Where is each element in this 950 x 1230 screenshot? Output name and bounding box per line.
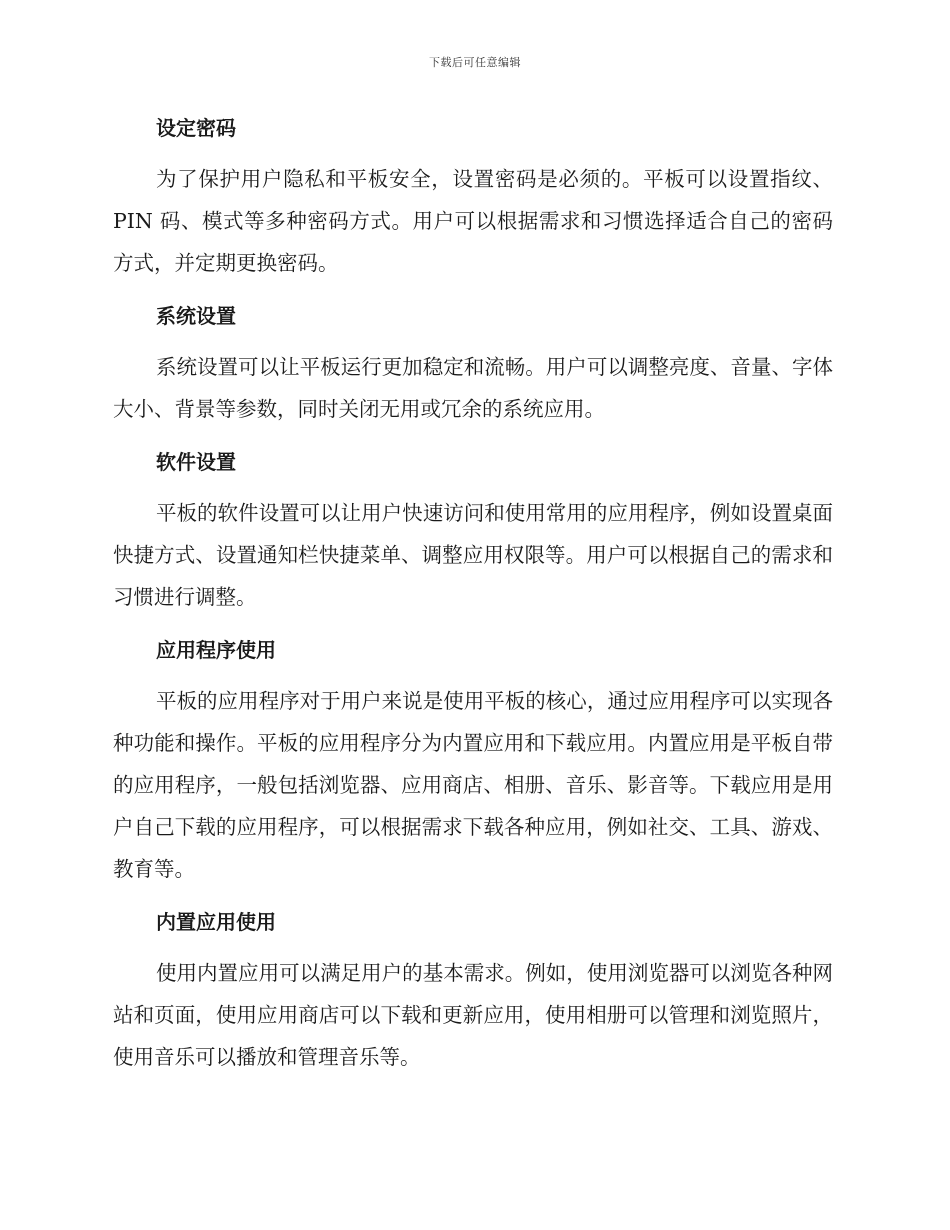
section-heading: 软件设置	[156, 450, 236, 474]
page-header: 下载后可任意编辑	[429, 56, 521, 69]
section-paragraph: 为了保护用户隐私和平板安全，设置密码是必须的。平板可以设置指纹、PIN 码、模式等多种密码方式。用户可以根据需求和习惯选择适合自己的密码方式，并定期更换密码。	[113, 167, 833, 275]
section-heading: 内置应用使用	[156, 910, 276, 934]
section-paragraph: 系统设置可以让平板运行更加稳定和流畅。用户可以调整亮度、音量、字体大小、背景等参数，同时关闭无用或冗余的系统应用。	[113, 355, 833, 421]
section-builtin-app-usage	[113, 902, 833, 1078]
section-heading: 系统设置	[156, 304, 236, 328]
section-paragraph: 使用内置应用可以满足用户的基本需求。例如，使用浏览器可以浏览各种网站和页面，使用应用商店可以下载和更新应用，使用相册可以管理和浏览照片，使用音乐可以播放和管理音乐等。	[113, 961, 833, 1069]
section-paragraph: 平板的软件设置可以让用户快速访问和使用常用的应用程序，例如设置桌面快捷方式、设置通知栏快捷菜单、调整应用权限等。用户可以根据自己的需求和习惯进行调整。	[113, 501, 833, 609]
section-set-password	[113, 108, 833, 284]
section-heading: 应用程序使用	[156, 638, 276, 662]
document-body	[113, 108, 833, 1090]
section-app-usage	[113, 630, 833, 890]
section-paragraph: 平板的应用程序对于用户来说是使用平板的核心，通过应用程序可以实现各种功能和操作。平板的应用程序分为内置应用和下载应用。内置应用是平板自带的应用程序，一般包括浏览器、应用商店、相册、音乐、影音等。下载应用是用户自己下载的应用程序，可以根据需求下载各种应用，例如社交、工具、游戏、教育等。	[113, 689, 833, 881]
section-system-settings	[113, 296, 833, 430]
section-software-settings	[113, 442, 833, 618]
section-heading: 设定密码	[156, 116, 236, 140]
